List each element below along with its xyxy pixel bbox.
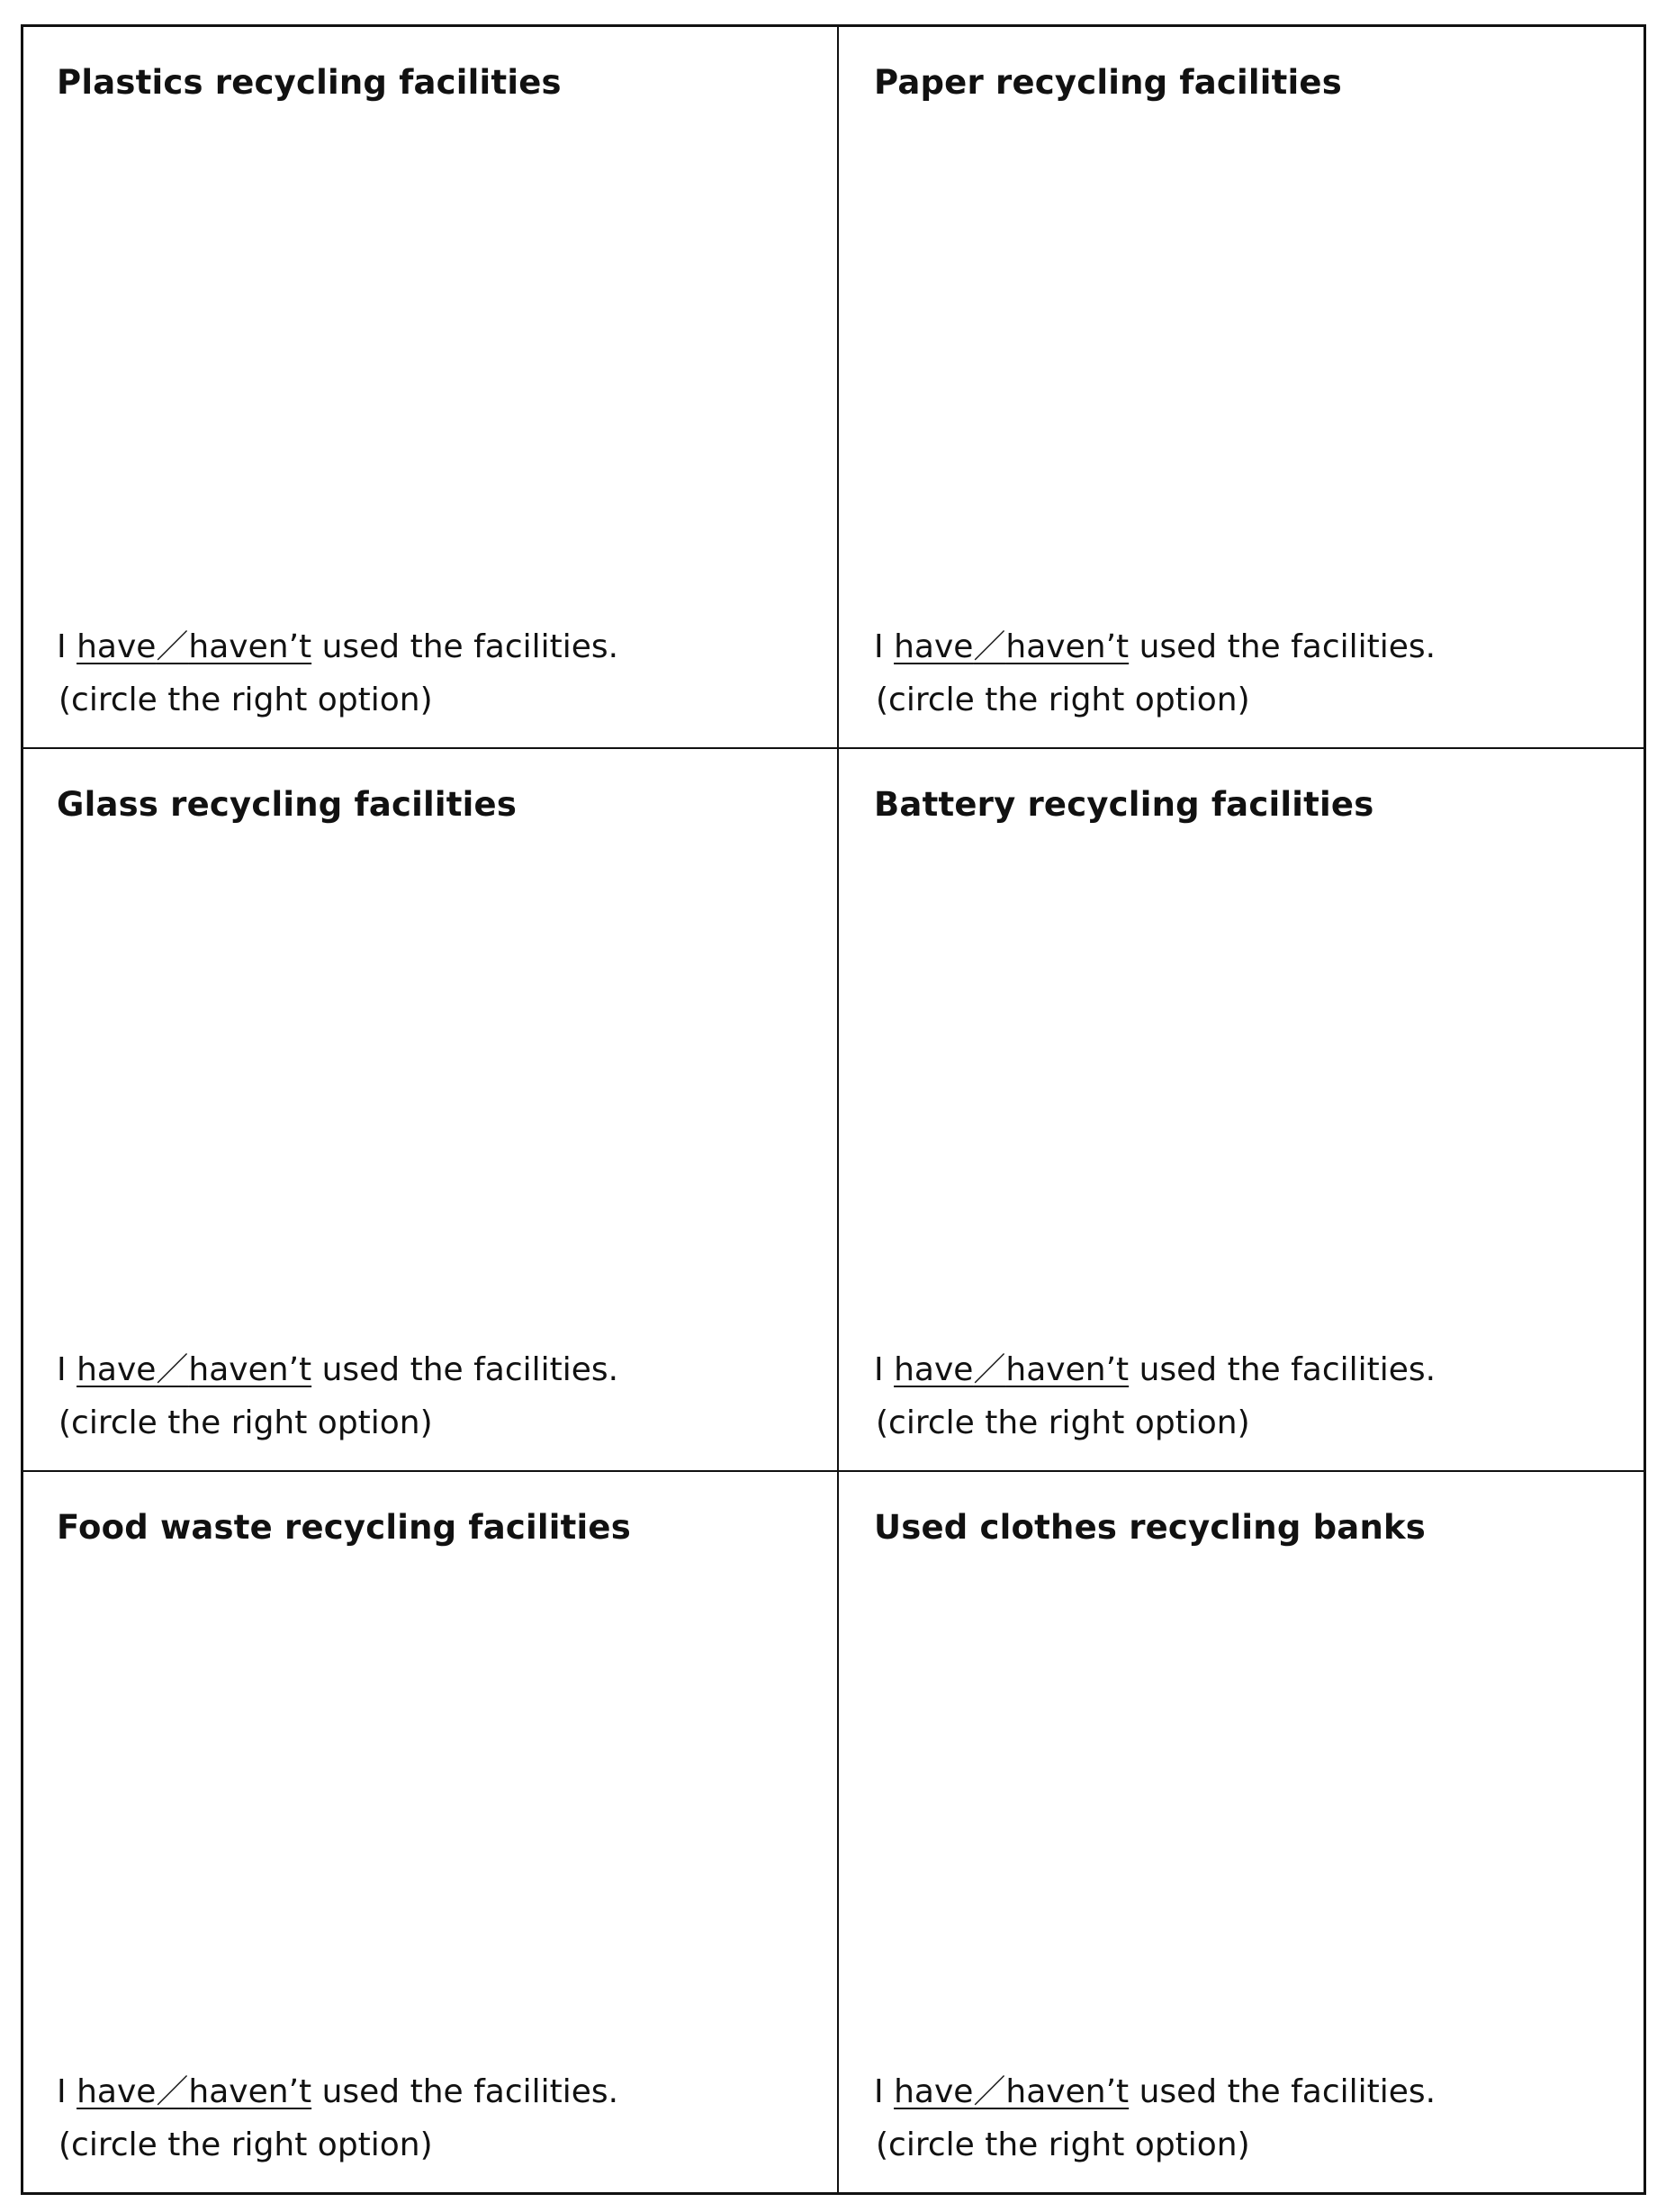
option-havent[interactable]: haven’t bbox=[1005, 628, 1130, 665]
circle-instruction: (circle the right option) bbox=[876, 1404, 1250, 1441]
option-havent[interactable]: haven’t bbox=[188, 628, 312, 665]
cell-title: Paper recycling facilities bbox=[874, 63, 1342, 102]
option-separator: ／ bbox=[156, 628, 189, 665]
option-separator: ／ bbox=[973, 1351, 1006, 1388]
usage-statement bbox=[57, 2066, 618, 2112]
option-separator: ／ bbox=[156, 2073, 189, 2110]
circle-instruction: (circle the right option) bbox=[876, 2126, 1250, 2163]
used-clothes-recycling-cell bbox=[839, 1472, 1643, 2192]
usage-statement bbox=[57, 1344, 618, 1390]
statement-suffix: used the facilities. bbox=[1129, 628, 1436, 665]
have-havent-option[interactable] bbox=[894, 628, 1129, 665]
option-separator: ／ bbox=[156, 1351, 189, 1388]
option-separator: ／ bbox=[973, 628, 1006, 665]
option-have[interactable]: have bbox=[77, 2073, 157, 2110]
usage-statement bbox=[57, 621, 618, 667]
circle-instruction: (circle the right option) bbox=[59, 1404, 433, 1441]
option-havent[interactable]: haven’t bbox=[1005, 1351, 1130, 1388]
cell-title: Glass recycling facilities bbox=[57, 785, 518, 824]
cell-title: Battery recycling facilities bbox=[874, 785, 1374, 824]
option-have[interactable]: have bbox=[894, 628, 974, 665]
have-havent-option[interactable] bbox=[77, 1351, 311, 1388]
cell-title: Food waste recycling facilities bbox=[57, 1508, 631, 1547]
have-havent-option[interactable] bbox=[77, 2073, 311, 2110]
statement-suffix: used the facilities. bbox=[1129, 2073, 1436, 2110]
statement-suffix: used the facilities. bbox=[311, 1351, 619, 1388]
option-have[interactable]: have bbox=[894, 2073, 974, 2110]
cell-title: Used clothes recycling banks bbox=[874, 1508, 1427, 1547]
glass-recycling-cell bbox=[23, 749, 839, 1472]
battery-recycling-cell bbox=[839, 749, 1643, 1472]
have-havent-option[interactable] bbox=[77, 628, 311, 665]
statement-suffix: used the facilities. bbox=[1129, 1351, 1436, 1388]
usage-statement bbox=[874, 621, 1436, 667]
option-havent[interactable]: haven’t bbox=[188, 1351, 312, 1388]
cell-title: Plastics recycling facilities bbox=[57, 63, 562, 102]
option-havent[interactable]: haven’t bbox=[188, 2073, 312, 2110]
statement-prefix: I bbox=[874, 628, 895, 665]
statement-suffix: used the facilities. bbox=[311, 2073, 619, 2110]
plastics-recycling-cell bbox=[23, 27, 839, 749]
food-waste-recycling-cell bbox=[23, 1472, 839, 2192]
circle-instruction: (circle the right option) bbox=[876, 682, 1250, 718]
circle-instruction: (circle the right option) bbox=[59, 682, 433, 718]
statement-prefix: I bbox=[874, 2073, 895, 2110]
have-havent-option[interactable] bbox=[894, 1351, 1129, 1388]
statement-prefix: I bbox=[57, 628, 77, 665]
option-have[interactable]: have bbox=[77, 1351, 157, 1388]
statement-prefix: I bbox=[57, 2073, 77, 2110]
paper-recycling-cell bbox=[839, 27, 1643, 749]
statement-prefix: I bbox=[57, 1351, 77, 1388]
option-have[interactable]: have bbox=[894, 1351, 974, 1388]
usage-statement bbox=[874, 1344, 1436, 1390]
usage-statement bbox=[874, 2066, 1436, 2112]
option-have[interactable]: have bbox=[77, 628, 157, 665]
circle-instruction: (circle the right option) bbox=[59, 2126, 433, 2163]
statement-suffix: used the facilities. bbox=[311, 628, 619, 665]
option-separator: ／ bbox=[973, 2073, 1006, 2110]
have-havent-option[interactable] bbox=[894, 2073, 1129, 2110]
option-havent[interactable]: haven’t bbox=[1005, 2073, 1130, 2110]
statement-prefix: I bbox=[874, 1351, 895, 1388]
recycling-worksheet-grid bbox=[21, 24, 1646, 2195]
